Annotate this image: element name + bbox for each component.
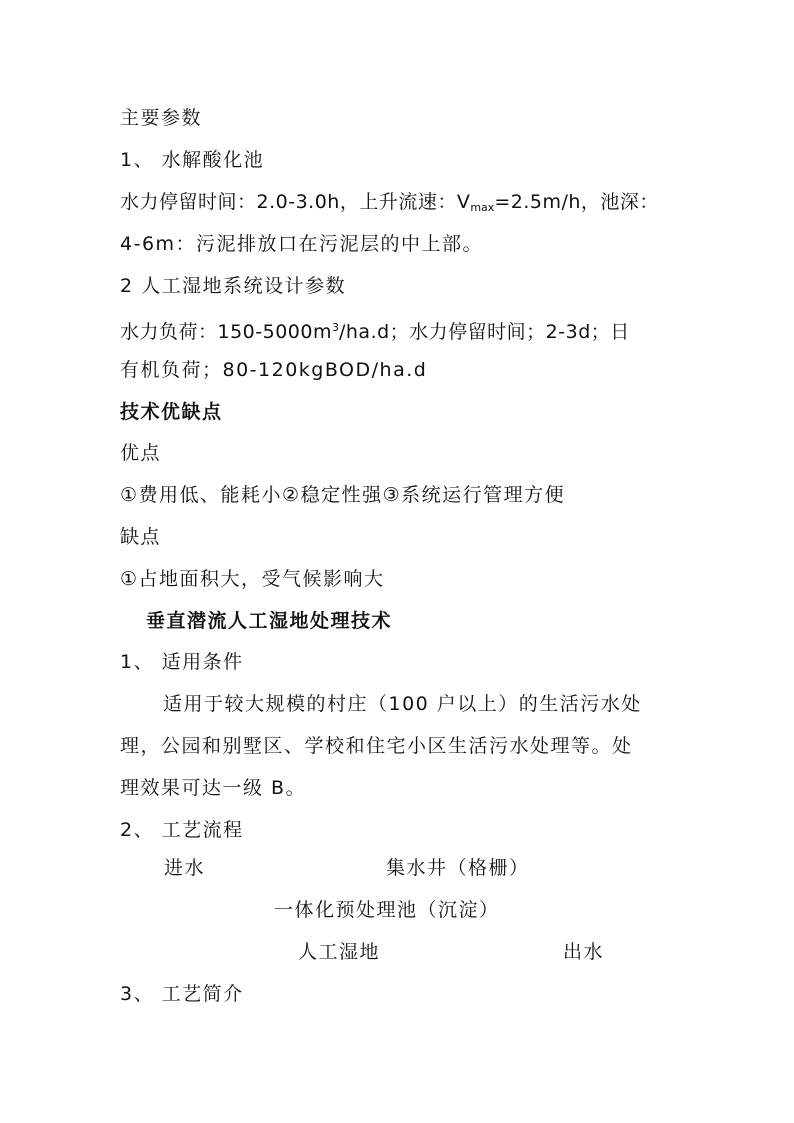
list-advantages: ①费用低、能耗小②稳定性强③系统运行管理方便 — [120, 484, 566, 506]
section-heading-vertical-flow-wetland: 垂直潜流人工湿地处理技术 — [146, 610, 393, 632]
section-heading-pros-cons: 技术优缺点 — [120, 401, 223, 423]
flow-constructed-wetland-label: 人工湿地 — [298, 941, 381, 963]
flow-pretreatment-tank-label: 一体化预处理池（沉淀） — [274, 899, 500, 921]
paragraph-applicable-2: 理，公园和别墅区、学校和住宅小区生活污水处理等。处 — [120, 735, 633, 757]
text-segment: 水力负荷：150-5000m — [120, 321, 332, 343]
subscript-max: max — [470, 201, 495, 214]
flow-inlet-label: 进水 — [164, 857, 206, 879]
label-disadvantages: 缺点 — [120, 526, 162, 548]
subheading-process-intro: 3、 工艺简介 — [120, 983, 244, 1005]
subheading-process-flow: 2、 工艺流程 — [120, 819, 244, 841]
label-advantages: 优点 — [120, 442, 162, 464]
paragraph-hydrolysis-params — [120, 190, 659, 220]
section-heading-main-parameters: 主要参数 — [120, 107, 203, 129]
subheading-wetland-design-params: 2 人工湿地系统设计参数 — [120, 275, 347, 297]
text-segment: =2.5m/h，池深： — [494, 191, 659, 213]
paragraph-hydrolysis-depth: 4-6m：污泥排放口在污泥层的中上部。 — [120, 233, 484, 255]
flow-collection-well-label: 集水井（格栅） — [386, 857, 530, 879]
subheading-applicable-conditions: 1、 适用条件 — [120, 651, 244, 673]
paragraph-applicable-1: 适用于较大规模的村庄（100 户以上）的生活污水处 — [163, 693, 642, 715]
paragraph-organic-load: 有机负荷；80-120kgBOD/ha.d — [120, 359, 428, 381]
flow-outlet-label: 出水 — [563, 941, 605, 963]
text-segment: 水力停留时间：2.0-3.0h，上升流速：V — [120, 191, 471, 213]
paragraph-applicable-3: 理效果可达一级 B。 — [120, 777, 307, 799]
paragraph-hydraulic-load — [120, 316, 630, 344]
text-segment: /ha.d；水力停留时间；2-3d；日 — [338, 321, 630, 343]
superscript-3: 3 — [331, 321, 339, 334]
subheading-hydrolysis-tank: 1、 水解酸化池 — [120, 149, 265, 171]
list-disadvantages: ①占地面积大，受气候影响大 — [120, 568, 385, 590]
